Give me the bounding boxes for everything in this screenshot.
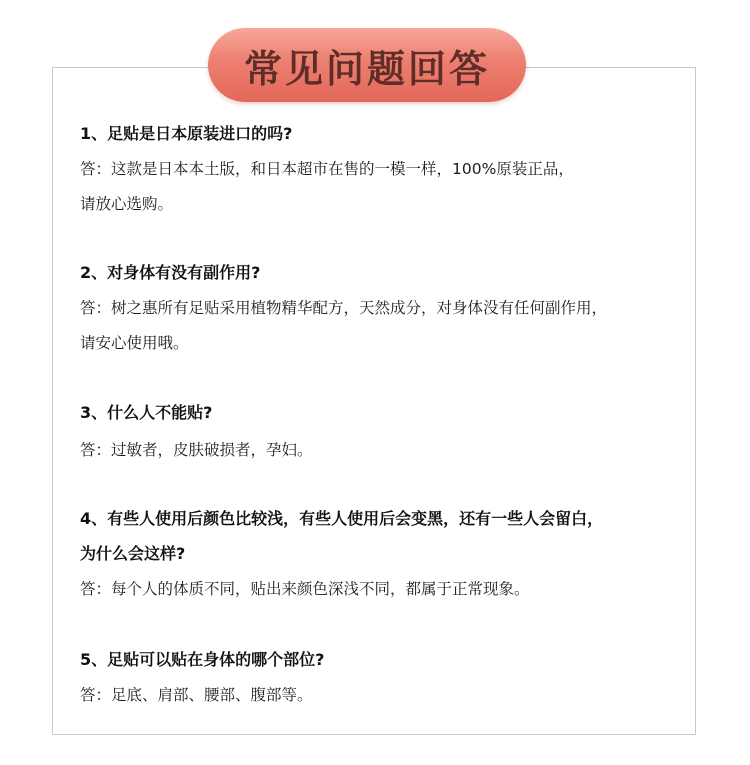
faq-4-question-line-1: 4、有些人使用后颜色比较浅，有些人使用后会变黑，还有一些人会留白， [80, 509, 604, 528]
faq-4-question-line-2: 为什么会这样? [80, 544, 186, 563]
faq-2-answer-line-2: 请安心使用哦。 [80, 334, 189, 352]
faq-3-answer-line-1: 答：过敏者，皮肤破损者，孕妇。 [80, 441, 313, 459]
faq-2-question: 2、对身体有没有副作用? [80, 263, 261, 282]
faq-1-question: 1、足贴是日本原装进口的吗? [80, 124, 293, 143]
faq-3-question: 3、什么人不能贴? [80, 403, 213, 422]
faq-5-answer-line-1: 答：足底、肩部、腰部、腹部等。 [80, 686, 313, 704]
page-title: 常见问题回答 [243, 46, 490, 91]
faq-2-answer-line-1: 答：树之惠所有足贴采用植物精华配方，天然成分，对身体没有任何副作用， [80, 299, 608, 317]
faq-5-question: 5、足贴可以贴在身体的哪个部位? [80, 650, 325, 669]
faq-4-answer-line-1: 答：每个人的体质不同，贴出来颜色深浅不同，都属于正常现象。 [80, 580, 530, 598]
title-banner [208, 28, 526, 102]
faq-1-answer-line-1: 答：这款是日本本土版，和日本超市在售的一模一样，100%原装正品， [80, 160, 574, 178]
faq-1-answer-line-2: 请放心选购。 [80, 195, 174, 213]
